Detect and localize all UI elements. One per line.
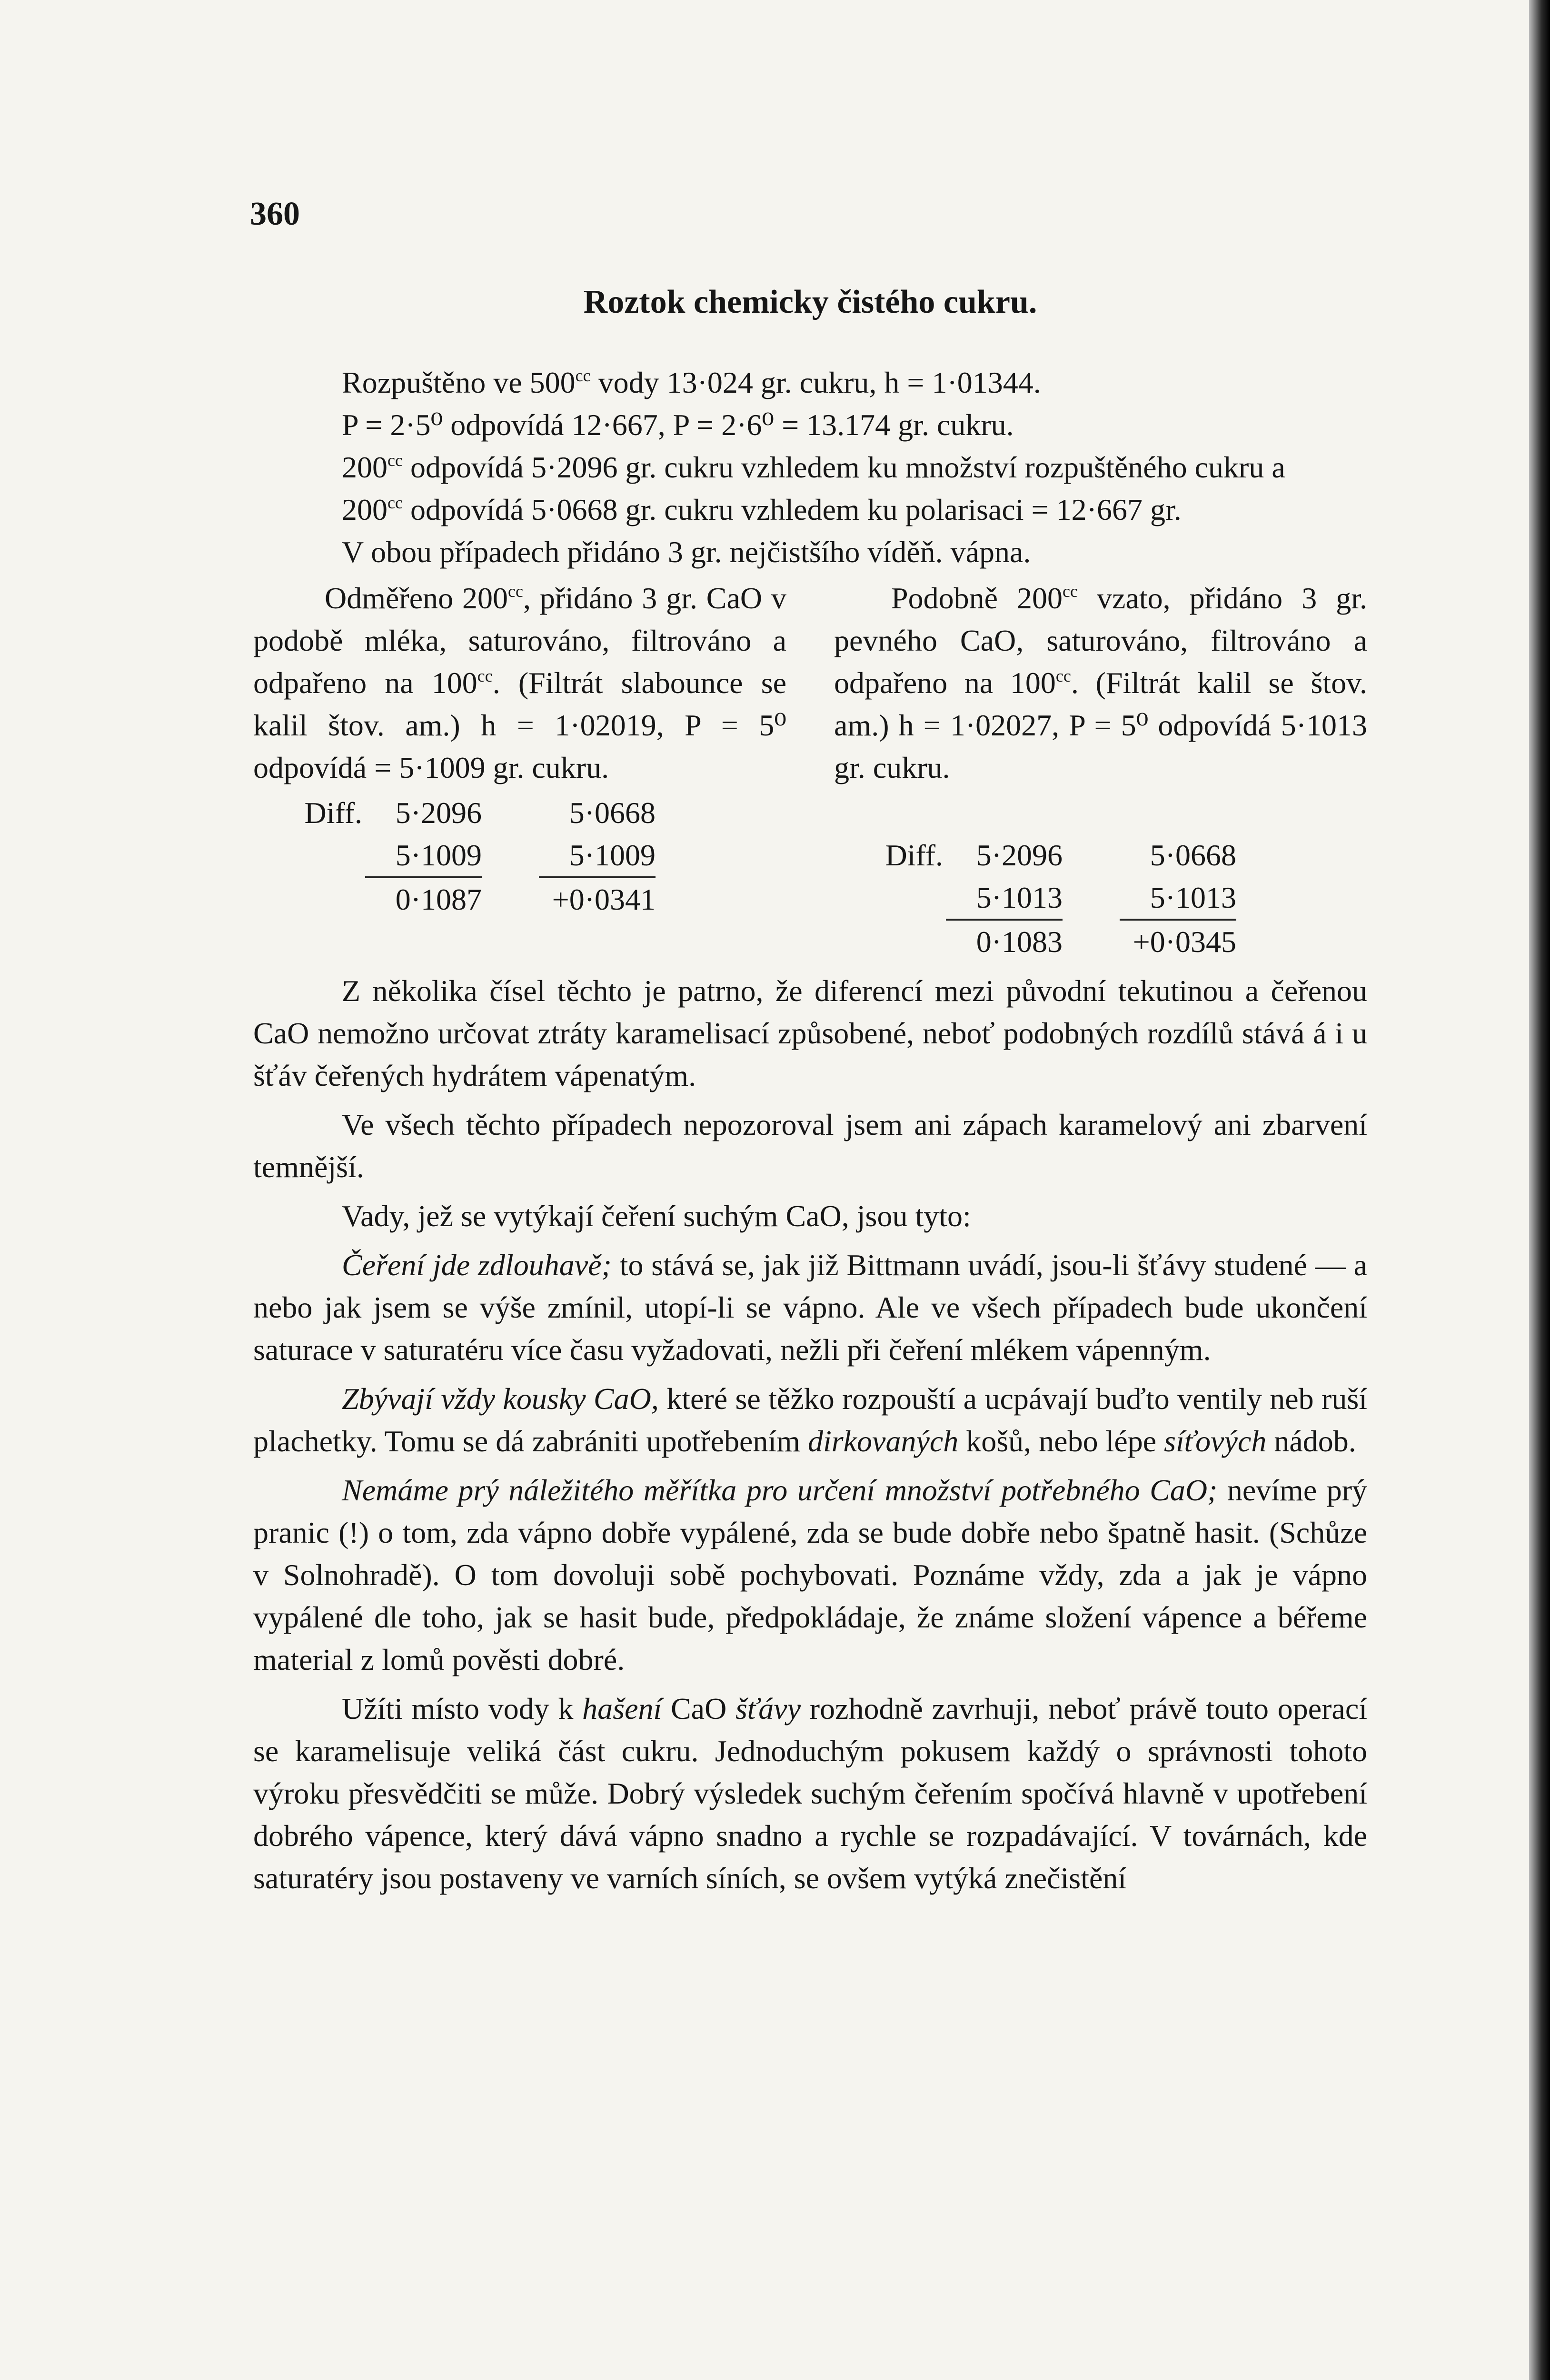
diff-cell: 5·1009	[569, 838, 656, 872]
diff-table-left	[253, 792, 786, 921]
emphasis: Čeření jde zdlouhavě;	[342, 1248, 612, 1282]
diff-result: +0·0345	[1120, 919, 1236, 963]
paragraph-5: Zbývají vždy kousky CaO, které se těžko rozpouští a ucpávají buďto ventily neb ruší plachetky. Tomu se dá zabrániti upotřebením dirkovaných košů, nebo lépe síťových nádob.	[253, 1382, 1368, 1458]
scan-edge	[1529, 0, 1550, 2380]
diff-result: 0·1083	[946, 919, 1063, 963]
diff-cell: 5·1013	[976, 881, 1063, 914]
experiment-right	[834, 577, 1367, 963]
diff-cell: 5·0668	[569, 796, 656, 830]
intro-line-5: V obou případech přidáno 3 gr. nejčistšího víděň. vápna.	[342, 535, 1031, 569]
paragraph-7: Užíti místo vody k hašení CaO šťávy rozhodně zavrhuji, neboť právě touto operací se karamelisuje veliká část cukru. Jednoduchým pokusem každý o správnosti tohoto výroku přesvědčiti se může. Dobrý výsledek suchým čeřením spočívá hlavně v upotřebení dobrého vápence, který dává vápno snadno a rychle se rozpadávající. V továrnách, kde saturatéry jsou postaveny ve varních síních, se ovšem vytýká znečistění	[253, 1692, 1367, 1895]
diff-cell: 5·1009	[395, 838, 482, 872]
page-number: 360	[250, 196, 300, 232]
paragraph-1: Z několika čísel těchto je patrno, že diferencí mezi původní tekutinou a čeřenou CaO nemožno určovat ztráty karamelisací způsobené, neboť podobných rozdílů stává á i u šťáv čeřených hydrátem vápenatým.	[253, 974, 1367, 1092]
experiment-left	[253, 577, 786, 963]
paragraph-2: Ve všech těchto případech nepozoroval jsem ani zápach karamelový ani zbarvení temnější.	[253, 1108, 1367, 1184]
emphasis: Nemáme prý náležitého měřítka pro určení množství potřebného CaO;	[342, 1473, 1218, 1507]
diff-result: +0·0341	[539, 876, 656, 921]
experiment-left-text: Odměřeno $200^{cc}$, přidáno 3 gr. CaO v podobě mléka, saturováno, filtrováno a odpařeno na $100^{cc}$. (Filtrát slabounce se kalil štov. am.) h = 1·02019, P = 5⁰ odpovídá = 5·1009 gr. cukru.	[253, 581, 787, 784]
experiment-columns	[253, 577, 1367, 963]
intro-line-2: P = 2·5⁰ odpovídá 12·667, P = 2·6⁰ = 13.174 gr. cukru.	[342, 408, 1014, 442]
text-body	[253, 281, 1367, 1899]
diff-cell: 5·2096	[976, 838, 1063, 872]
diff-cell: 5·1013	[1150, 881, 1236, 914]
diff-label: Diff.	[304, 796, 362, 830]
paragraph-4: Čeření jde zdlouhavě; to stává se, jak již Bittmann uvádí, jsou-li šťávy studené — a nebo jak jsem se výše zmínil, utopí-li se vápno. Ale ve všech případech bude ukončení saturace v saturatéru více času vyžadovati, nežli při čeření mlékem vápenným.	[253, 1248, 1368, 1367]
emphasis: Zbývají vždy kousky CaO,	[342, 1382, 659, 1416]
diff-label: Diff.	[885, 838, 943, 872]
paragraph-3: Vady, jež se vytýkají čeření suchým CaO, jsou tyto:	[342, 1199, 971, 1233]
intro-line-4: $200^{cc}$ odpovídá 5·0668 gr. cukru vzhledem ku polarisaci = 12·667 gr.	[342, 493, 1182, 526]
diff-cell: 5·0668	[1150, 838, 1236, 872]
experiment-right-text: Podobně $200^{cc}$ vzato, přidáno 3 gr. pevného CaO, saturováno, filtrováno a odpařeno na $100^{cc}$. (Filtrát kalil se štov. am.) h = 1·02027, P = 5⁰ odpovídá 5·1013 gr. cukru.	[834, 581, 1368, 784]
paragraph-6: Nemáme prý náležitého měřítka pro určení množství potřebného CaO; nevíme prý pranic (!) o tom, zda vápno dobře vypálené, zda se bude dobře nebo špatně hasit. (Schůze v Solnohradě). O tom dovoluji sobě pochybovati. Poznáme vždy, zda a jak je vápno vypálené dle toho, jak se hasit bude, předpokládaje, že známe složení vápence a béřeme material z lomů pověsti dobré.	[253, 1473, 1368, 1676]
intro-line-1: Rozpuštěno ve $500^{cc}$ vody 13·024 gr. cukru, h = 1·01344.	[342, 366, 1041, 399]
diff-result: 0·1087	[365, 876, 482, 921]
intro-line-3: $200^{cc}$ odpovídá 5·2096 gr. cukru vzhledem ku množství rozpuštěného cukru a	[342, 450, 1285, 484]
diff-table-right	[834, 834, 1367, 963]
section-title: Roztok chemicky čistého cukru.	[583, 284, 1037, 320]
diff-cell: 5·2096	[395, 796, 482, 830]
